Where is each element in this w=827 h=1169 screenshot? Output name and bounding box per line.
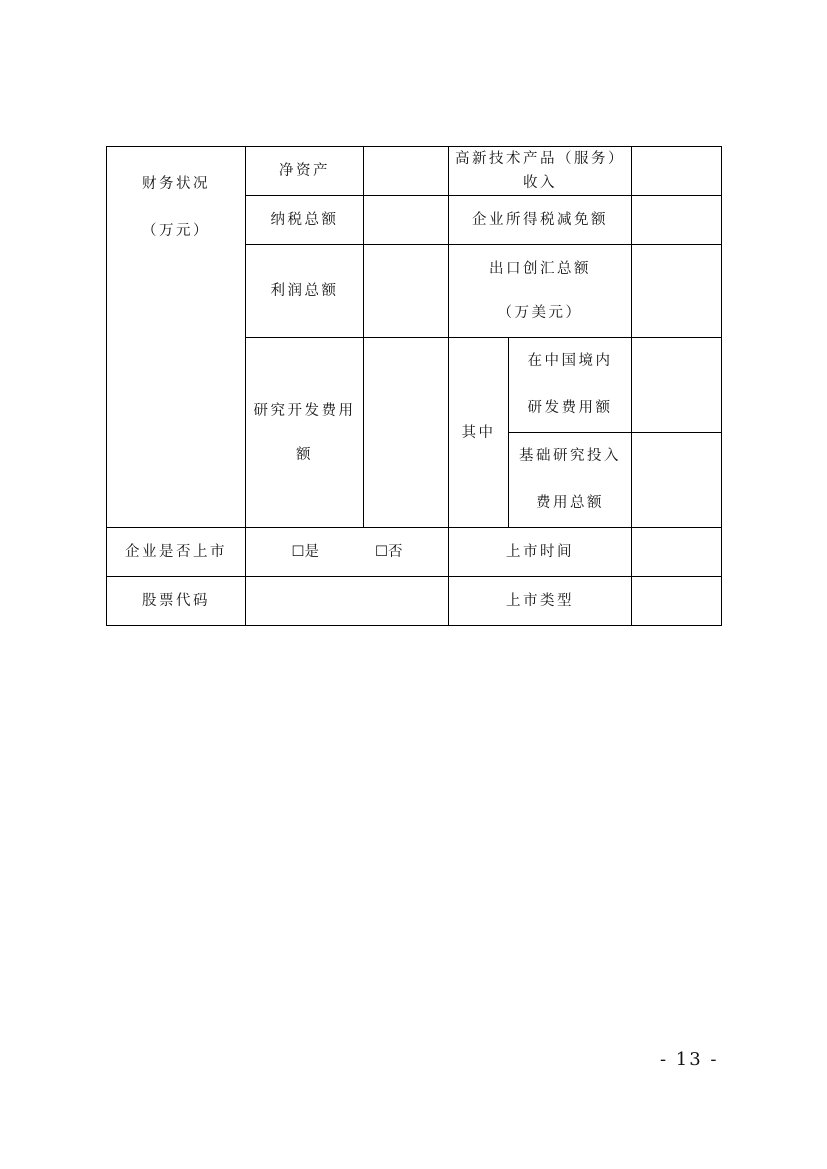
high-tech-revenue-label: 高新技术产品（服务）收入 [449, 147, 632, 196]
total-tax-value[interactable] [364, 196, 449, 245]
listed-yes-checkbox[interactable]: ☐是 [291, 544, 319, 560]
domestic-rd-label: 在中国境内 [527, 353, 613, 369]
domestic-rd-label-cell [509, 338, 632, 433]
financial-status-label: 财务状况 [142, 176, 210, 192]
stock-code-value[interactable] [246, 577, 449, 626]
total-profit-label: 利润总额 [246, 245, 364, 338]
rd-expenses-label-cell [246, 338, 364, 528]
table-row [107, 577, 722, 626]
table-row [107, 147, 722, 196]
export-earnings-label: 出口创汇总额 [489, 261, 591, 277]
basic-research-label-cell [509, 433, 632, 528]
listed-no-checkbox[interactable]: ☐否 [375, 544, 403, 560]
table-row [107, 528, 722, 577]
listing-time-label: 上市时间 [449, 528, 632, 577]
of-which-label: 其中 [449, 338, 509, 528]
basic-research-label-cont: 费用总额 [536, 495, 604, 511]
export-earnings-label-cell [449, 245, 632, 338]
listing-type-value[interactable] [632, 577, 722, 626]
rd-expenses-label: 研究开发费用 [253, 402, 356, 419]
export-earnings-unit: （万美元） [497, 305, 583, 321]
stock-code-label: 股票代码 [107, 577, 246, 626]
income-tax-relief-label: 企业所得税减免额 [449, 196, 632, 245]
listed-label: 企业是否上市 [107, 528, 246, 577]
domestic-rd-label-cont: 研发费用额 [527, 400, 613, 416]
listing-time-value[interactable] [632, 528, 722, 577]
financial-status-label-cell [107, 147, 246, 528]
total-profit-value[interactable] [364, 245, 449, 338]
net-assets-label: 净资产 [246, 147, 364, 196]
financial-status-unit: （万元） [142, 223, 210, 239]
enterprise-info-table [106, 146, 722, 626]
rd-expenses-label-cont: 额 [296, 446, 313, 463]
high-tech-revenue-value[interactable] [632, 147, 722, 196]
export-earnings-value[interactable] [632, 245, 722, 338]
domestic-rd-value[interactable] [632, 338, 722, 433]
basic-research-label: 基础研究投入 [519, 448, 621, 464]
basic-research-value[interactable] [632, 433, 722, 528]
listed-options-cell [246, 528, 449, 577]
income-tax-relief-value[interactable] [632, 196, 722, 245]
listing-type-label: 上市类型 [449, 577, 632, 626]
rd-expenses-value[interactable] [364, 338, 449, 528]
total-tax-label: 纳税总额 [246, 196, 364, 245]
page-number: - 13 - [660, 1049, 719, 1070]
net-assets-value[interactable] [364, 147, 449, 196]
